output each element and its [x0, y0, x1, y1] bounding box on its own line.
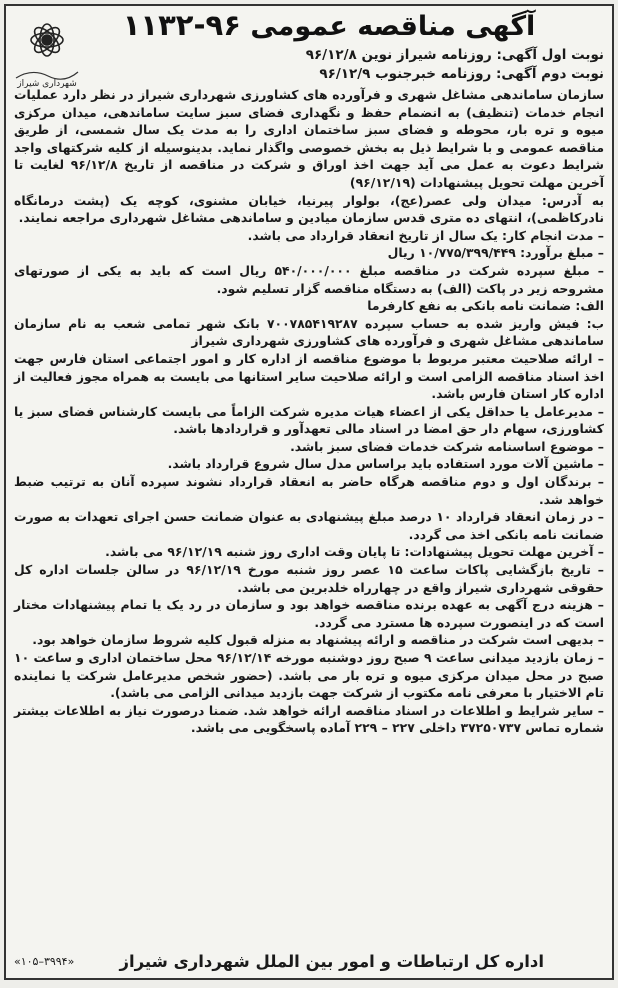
condition-performance-bond: – در زمان انعقاد قرارداد ۱۰ درصد مبلغ پیشنهادی به عنوان ضمانت حسن اجرای تعهدات به صورت ضمانت نامه بانکی اخذ می گردد. — [14, 509, 604, 542]
condition-ad-cost: – هزینه درج آگهی به عهده برنده مناقصه خواهد بود و سازمان در رد یک یا تمام پیشنهادات مختار است که در اینصورت سپرده ها مسترد می گردد. — [14, 597, 604, 630]
condition-opening: – تاریخ بازگشایی پاکات ساعت ۱۵ عصر روز شنبه مورخ ۹۶/۱۲/۱۹ در سالن جلسات اداره کل حقوقی شهرداری شیراز واقع در چهارراه خلدبرین می باشد. — [14, 562, 604, 595]
second-publication: نوبت دوم آگهی: روزنامه خبرجنوب ۹۶/۱۲/۹ — [319, 66, 604, 82]
tender-number: ۹۶-۱۱۳۲ — [122, 8, 241, 42]
address-paragraph: به آدرس: میدان ولی عصر(عج)، بولوار پیرنیا، خیابان مشنوی، کوچه یک (پشت درمانگاه نادرکاظمی)، انتهای ده متری قدس سازمان میادین و ساماندهی مشاغل شهرداری مراجعه نمایند. — [14, 192, 604, 226]
title-text: آگهی مناقصه عمومی — [250, 11, 536, 42]
condition-machinery: – ماشین آلات مورد استفاده باید براساس مدل سال شروع قرارداد باشد. — [167, 456, 604, 472]
issuing-office: اداره کل ارتباطات و امور بین الملل شهرداری شیراز — [119, 952, 544, 971]
condition-deposit: – مبلغ سپرده شرکت در مناقصه مبلغ ۵۴۰/۰۰۰/۰۰۰ ریال است که باید به یکی از صورتهای مشروحه زیر در پاکت (الف) به دستگاه مناقصه گزار تسلیم شود. — [14, 262, 604, 296]
intro-paragraph: سازمان ساماندهی مشاغل شهری و فرآورده های کشاورزی شهرداری شیراز در نظر دارد عملیات انجام خدمات (تنظیف) به انضمام حفظ و نگهداری فضای سبز سایت ساماندهی، میدان مرکزی میوه و تره بار، محوطه و فضای سبز ساختمان اداری را به مدت یک سال شمسی، از طریق مناقصه عمومی و با شرایط ذیل به بخش خصوصی واگذار نماید. بدینوسیله از کلیه شرکتهای واجد شرایط دعوت به عمل می آید جهت اخذ اوراق و شرکت در مناقصه از تاریخ ۹۶/۱۲/۸ لغایت تا آخرین مهلت تحویل پیشنهادات (۹۶/۱۲/۱۹) — [14, 87, 604, 190]
deposit-option-b: ب: فیش واریز شده به حساب سپرده ۷۰۰۷۸۵۴۱۹۲۸۷ بانک شهر تمامی شعب به نام سازمان ساماندهی مشاغل شهری و فرآورده های کشاورزی شهرداری شیراز — [14, 315, 605, 349]
condition-estimate: – مبلغ برآورد: ۱۰/۷۷۵/۳۹۹/۴۴۹ ریال — [387, 245, 604, 261]
logo-caption: شهرداری شیراز — [17, 79, 77, 88]
condition-charter: – موضوع اساسنامه شرکت خدمات فضای سبز باشد. — [290, 438, 604, 454]
condition-site-visit: – زمان بازدید میدانی ساعت ۹ صبح روز دوشنبه مورخه ۹۶/۱۲/۱۴ محل ساختمان اداری و ساعت ۱۰ صبح در محل میدان مرکزی میوه و تره بار می باشد. (حضور شخص مدیرعامل شرکت یا نماینده تام الاختیار با معرفی نامه مکتوب از شرکت جهت بازدید میدانی الزامی می باشد). — [14, 650, 604, 701]
condition-deadline: – آخرین مهلت تحویل پیشنهادات: تا پایان وقت اداری روز شنبه ۹۶/۱۲/۱۹ می باشد. — [105, 544, 604, 560]
notice-header — [6, 6, 612, 90]
shiraz-municipality-logo — [12, 10, 82, 88]
deposit-option-a: الف: ضمانت نامه بانکی به نفع کارفرما — [367, 298, 604, 314]
notice-title — [116, 8, 542, 44]
condition-duration: – مدت انجام کار: یک سال از تاریخ انعقاد قرارداد می باشد. — [247, 227, 604, 243]
first-publication: نوبت اول آگهی: روزنامه شیراز نوین ۹۶/۱۲/۸ — [305, 47, 604, 63]
notice-body — [14, 86, 604, 737]
condition-contact: – سایر شرایط و اطلاعات در اسناد مناقصه ارائه خواهد شد. ضمنا درصورت نیاز به اطلاعات بیشتر شماره تماس ۳۷۲۵۰۷۳۷ داخلی ۲۲۷ – ۲۲۹ آماده پاسخگویی می باشد. — [14, 702, 604, 736]
notice-footer — [14, 950, 604, 974]
ad-code: «۱۰۵–۳۹۹۴» — [14, 955, 75, 968]
condition-ceo: – مدیرعامل یا حداقل یکی از اعضاء هیات مدیره شرکت الزاماً می بایست کارشناس فضای سبز یا کشاورزی، سهام دار حق امضا در اسناد مالی تعهدآور و قراردادها باشد. — [14, 403, 604, 437]
condition-license: – ارائه صلاحیت معتبر مربوط با موضوع مناقصه از اداره کار و امور اجتماعی استان فارس جهت اخذ اسناد مناقصه الزامی است و ارائه صلاحیت سایر استانها می بایست به همراه مجوز فعالیت از اداره کار استان فارس باشد. — [14, 350, 604, 402]
condition-winners: – برندگان اول و دوم مناقصه هرگاه حاضر به انعقاد قرارداد نشوند سپرده آنان به ترتیب ضبط خواهد شد. — [14, 474, 604, 507]
condition-acceptance: – بدیهی است شرکت در مناقصه و ارائه پیشنهاد به منزله قبول کلیه شروط سازمان خواهد بود. — [32, 632, 604, 648]
tender-notice — [4, 4, 614, 980]
